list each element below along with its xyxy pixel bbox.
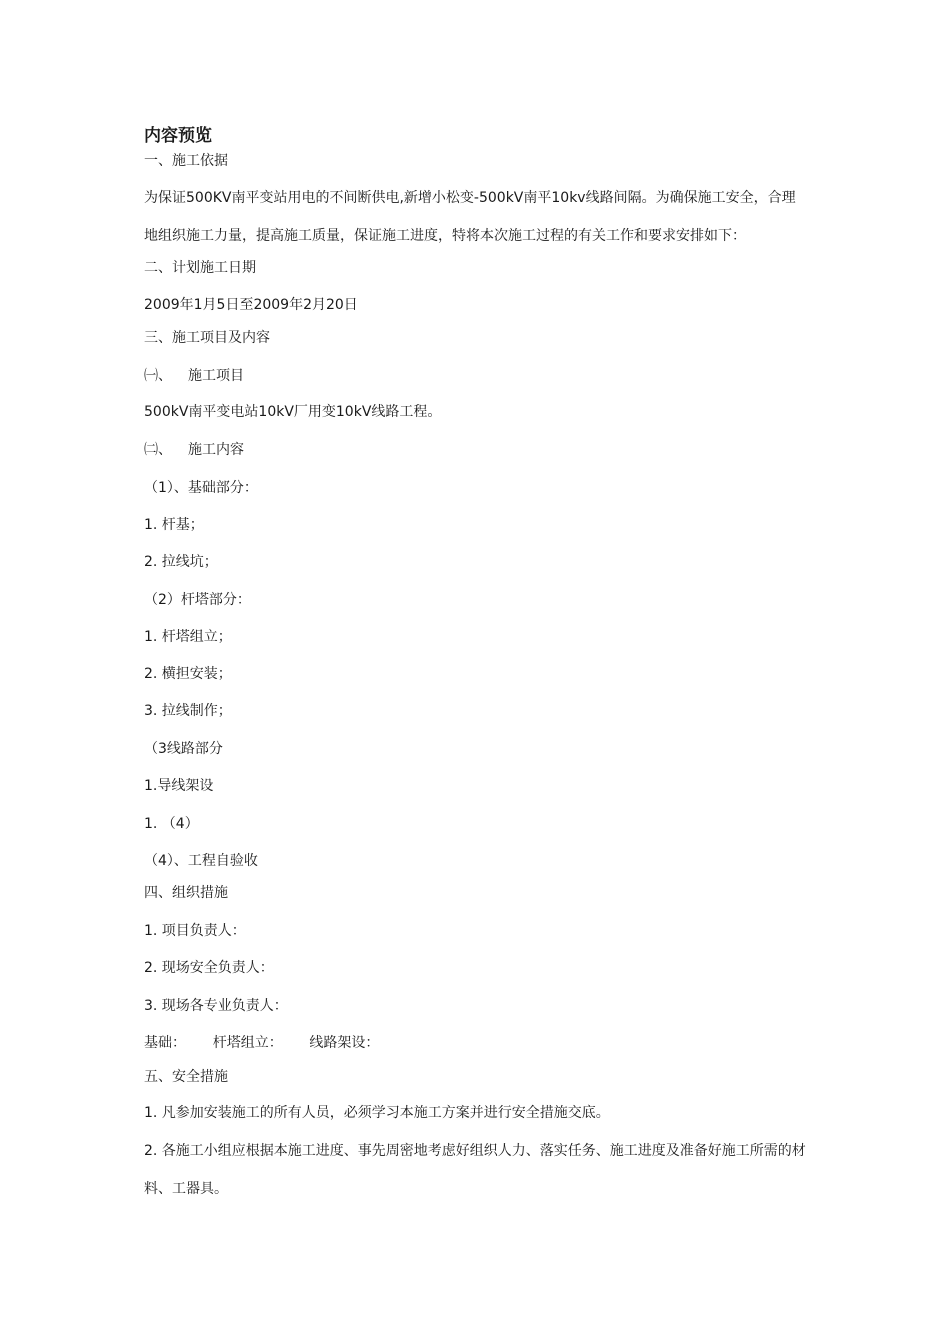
section-heading-items: 三、施工项目及内容 bbox=[144, 330, 270, 346]
section-heading-organization: 四、组织措施 bbox=[144, 885, 228, 901]
schedule-dates: 2009年1月5日至2009年2月20日 bbox=[144, 297, 358, 313]
list-heading: （2）杆塔部分： bbox=[144, 592, 251, 608]
list-item: 1. 凡参加安装施工的所有人员，必须学习本施工方案并进行安全措施交底。 bbox=[144, 1105, 610, 1121]
list-heading: （3线路部分 bbox=[144, 741, 223, 757]
subsection-marker: ㈡、 bbox=[144, 442, 172, 458]
responsibility-line: 基础： 杆塔组立： 线路架设： bbox=[144, 1035, 380, 1051]
section-heading-basis: 一、施工依据 bbox=[144, 153, 228, 169]
paragraph-line: 地组织施工力量，提高施工质量，保证施工进度，特将本次施工过程的有关工作和要求安排如下： bbox=[144, 228, 746, 244]
list-heading: （4）、工程自验收 bbox=[144, 853, 258, 869]
project-name: 500kV南平变电站10kV厂用变10kV线路工程。 bbox=[144, 404, 442, 420]
list-item: 1. 杆塔组立； bbox=[144, 629, 232, 645]
section-heading-safety: 五、安全措施 bbox=[144, 1069, 228, 1085]
list-item: 2. 现场安全负责人： bbox=[144, 960, 274, 976]
list-item: 2. 各施工小组应根据本施工进度、事先周密地考虑好组织人力、落实任务、施工进度及准备好施工所需的材 bbox=[144, 1143, 806, 1159]
paragraph-line: 为保证500KV南平变站用电的不间断供电,新增小松变-500kV南平10kv线路间隔。为确保施工安全，合理 bbox=[144, 190, 796, 206]
list-heading: （1）、基础部分： bbox=[144, 480, 258, 496]
list-item: 2. 拉线坑； bbox=[144, 554, 218, 570]
subsection-heading: 施工项目 bbox=[188, 368, 244, 384]
list-item: 1. （4） bbox=[144, 816, 199, 832]
list-item: 2. 横担安装； bbox=[144, 666, 232, 682]
list-item: 3. 拉线制作； bbox=[144, 703, 232, 719]
list-item: 3. 现场各专业负责人： bbox=[144, 998, 288, 1014]
subsection-marker: ㈠、 bbox=[144, 368, 172, 384]
document-title: 内容预览 bbox=[144, 126, 212, 146]
list-item: 1. 杆基； bbox=[144, 517, 204, 533]
list-item: 1.导线架设 bbox=[144, 778, 214, 794]
list-item-continuation: 料、工器具。 bbox=[144, 1181, 228, 1197]
list-item: 1. 项目负责人： bbox=[144, 923, 246, 939]
section-heading-schedule: 二、计划施工日期 bbox=[144, 260, 256, 276]
subsection-heading: 施工内容 bbox=[188, 442, 244, 458]
